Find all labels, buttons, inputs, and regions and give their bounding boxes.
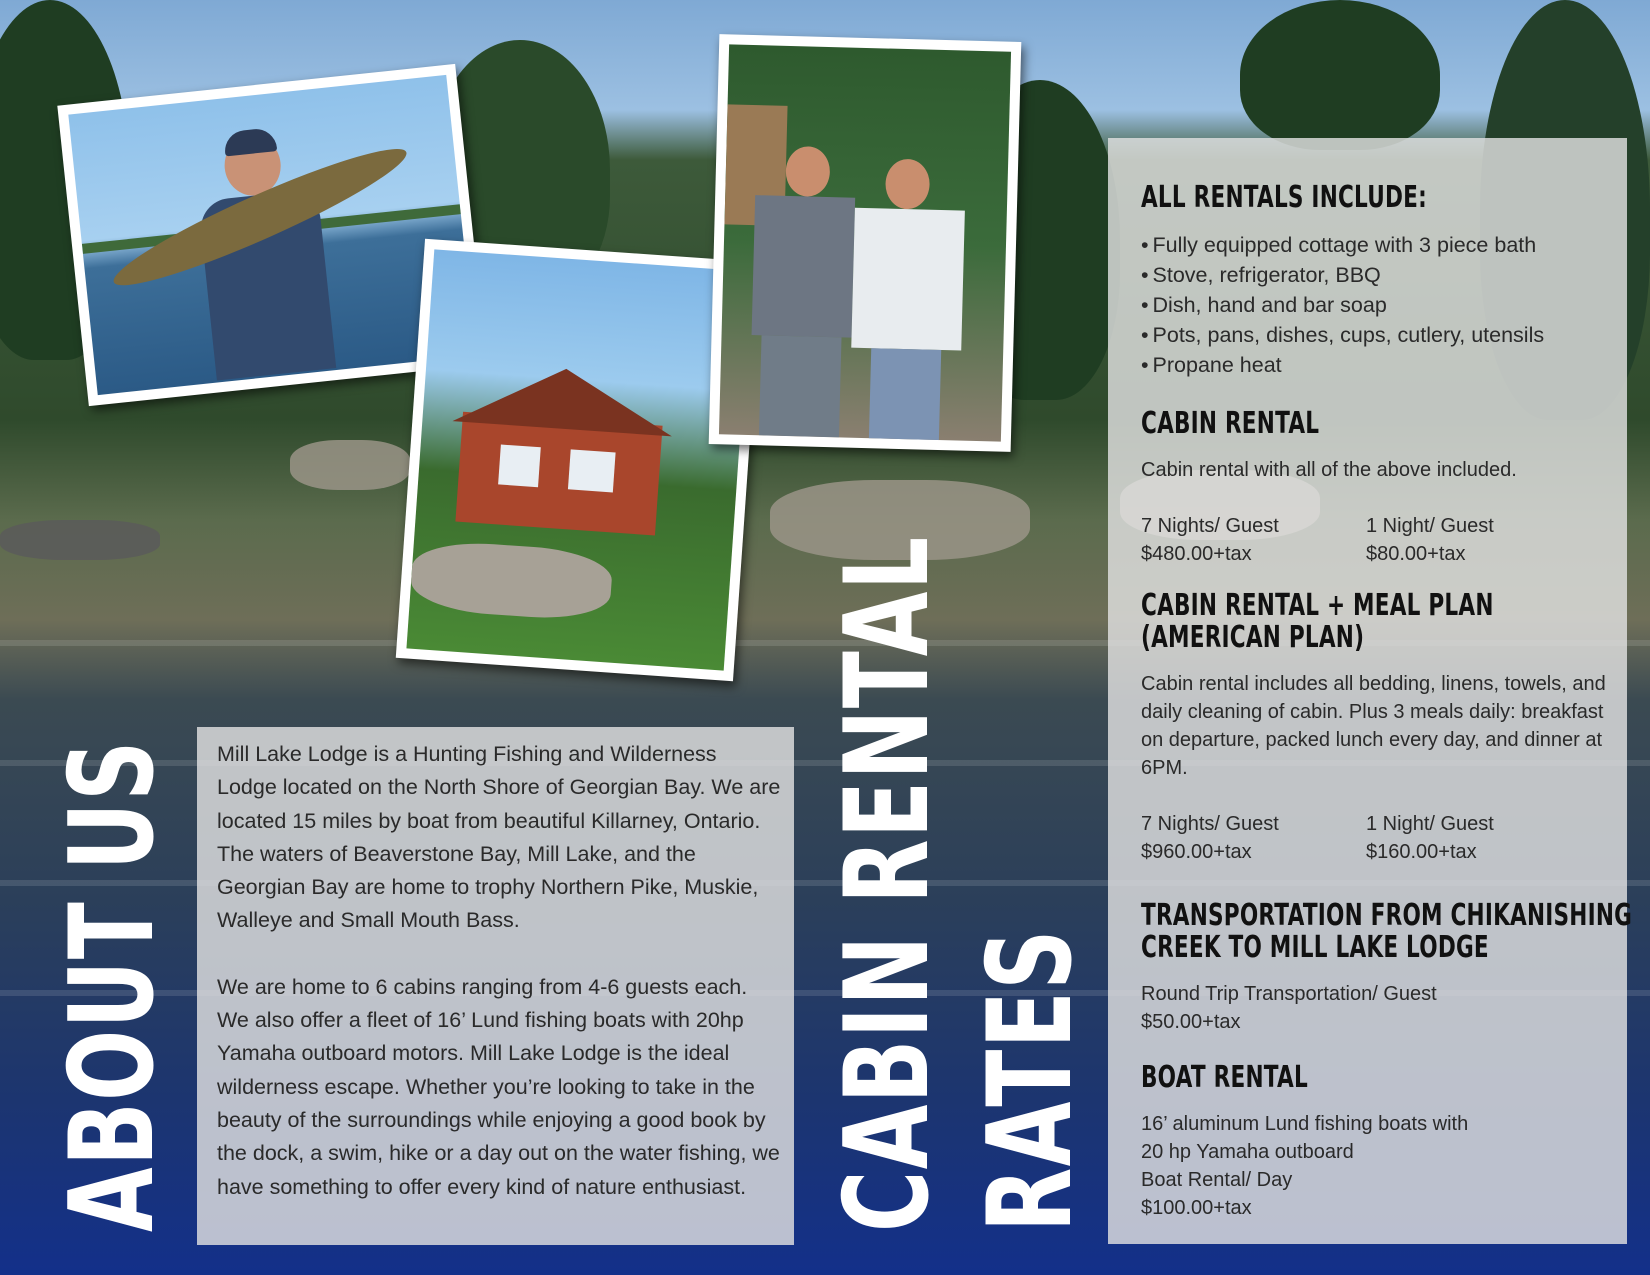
all-rentals-title: ALL RENTALS INCLUDE:: [1141, 180, 1427, 215]
transportation-price: $50.00+tax: [1141, 1011, 1241, 1033]
transportation-title-line2: CREEK TO MILL LAKE LODGE: [1141, 930, 1489, 965]
transportation-label: Round Trip Transportation/ Guest: [1141, 983, 1437, 1005]
price-value: $480.00+tax: [1141, 543, 1252, 565]
about-paragraph-2: We are home to 6 cabins ranging from 4-6 guests each. We also offer a fleet of 16’ Lund fishing boats with 20hp Yamaha outboard motors. Mill Lake Lodge is the ideal wilderness escape. Whether you’re looking to take in the beauty of the surroundings while enjoying a good book by the dock, a swim, hike or a day out on the water fishing, we have something to offer every kind of nature enthusiast.: [217, 974, 780, 1199]
cabin-rental-title: CABIN RENTAL: [1141, 406, 1320, 441]
list-item: • Stove, refrigerator, BBQ: [1141, 260, 1611, 290]
cabin-rental-description: Cabin rental with all of the above included.: [1141, 459, 1517, 481]
cabin-rental-heading-line1: CABIN RENTAL: [820, 535, 955, 1232]
about-us-heading: ABOUT US: [45, 739, 180, 1232]
boat-rental-line1: 16’ aluminum Lund fishing boats with: [1141, 1113, 1469, 1135]
all-rentals-list: [1141, 230, 1611, 380]
price-label: 1 Night/ Guest: [1366, 515, 1494, 537]
meal-plan-prices: [1141, 810, 1611, 866]
meal-plan-title-line1: CABIN RENTAL + MEAL PLAN: [1141, 588, 1494, 623]
boat-rental-line3: Boat Rental/ Day: [1141, 1169, 1293, 1191]
price-label: 7 Nights/ Guest: [1141, 515, 1279, 537]
boat-rental-price: $100.00+tax: [1141, 1197, 1252, 1219]
photo-red-cabin: [396, 239, 762, 682]
list-item: • Dish, hand and bar soap: [1141, 290, 1611, 320]
photo-two-men-with-bass: [709, 34, 1022, 452]
price-label: 7 Nights/ Guest: [1141, 813, 1279, 835]
about-text-block: [217, 738, 782, 1204]
price-value: $960.00+tax: [1141, 841, 1252, 863]
list-item: • Pots, pans, dishes, cups, cutlery, utensils: [1141, 320, 1611, 350]
cabin-rental-prices: [1141, 512, 1611, 568]
price-label: 1 Night/ Guest: [1366, 813, 1494, 835]
boat-rental-title: BOAT RENTAL: [1141, 1060, 1308, 1095]
about-paragraph-1: Mill Lake Lodge is a Hunting Fishing and Wilderness Lodge located on the North Shore of Georgian Bay. We are located 15 miles by boat from beautiful Killarney, Ontario. The waters of Beaverstone Bay, Mill Lake, and the Georgian Bay are home to trophy Northern Pike, Muskie, Walleye and Small Mouth Bass.: [217, 742, 781, 933]
rates-content: [1141, 180, 1633, 1222]
transportation-title-line1: TRANSPORTATION FROM CHIKANISHING: [1141, 898, 1633, 933]
cabin-rental-heading-line2: RATES: [963, 928, 1098, 1232]
meal-plan-description: Cabin rental includes all bedding, linens, towels, and daily cleaning of cabin. Plus 3 meals daily: breakfast on departure, packed lunch every day, and dinner at 6PM.: [1141, 673, 1606, 779]
price-value: $80.00+tax: [1366, 543, 1466, 565]
price-value: $160.00+tax: [1366, 841, 1477, 863]
meal-plan-title-line2: (AMERICAN PLAN): [1141, 620, 1365, 655]
list-item: • Propane heat: [1141, 350, 1611, 380]
list-item: • Fully equipped cottage with 3 piece bath: [1141, 230, 1611, 260]
boat-rental-line2: 20 hp Yamaha outboard: [1141, 1141, 1354, 1163]
